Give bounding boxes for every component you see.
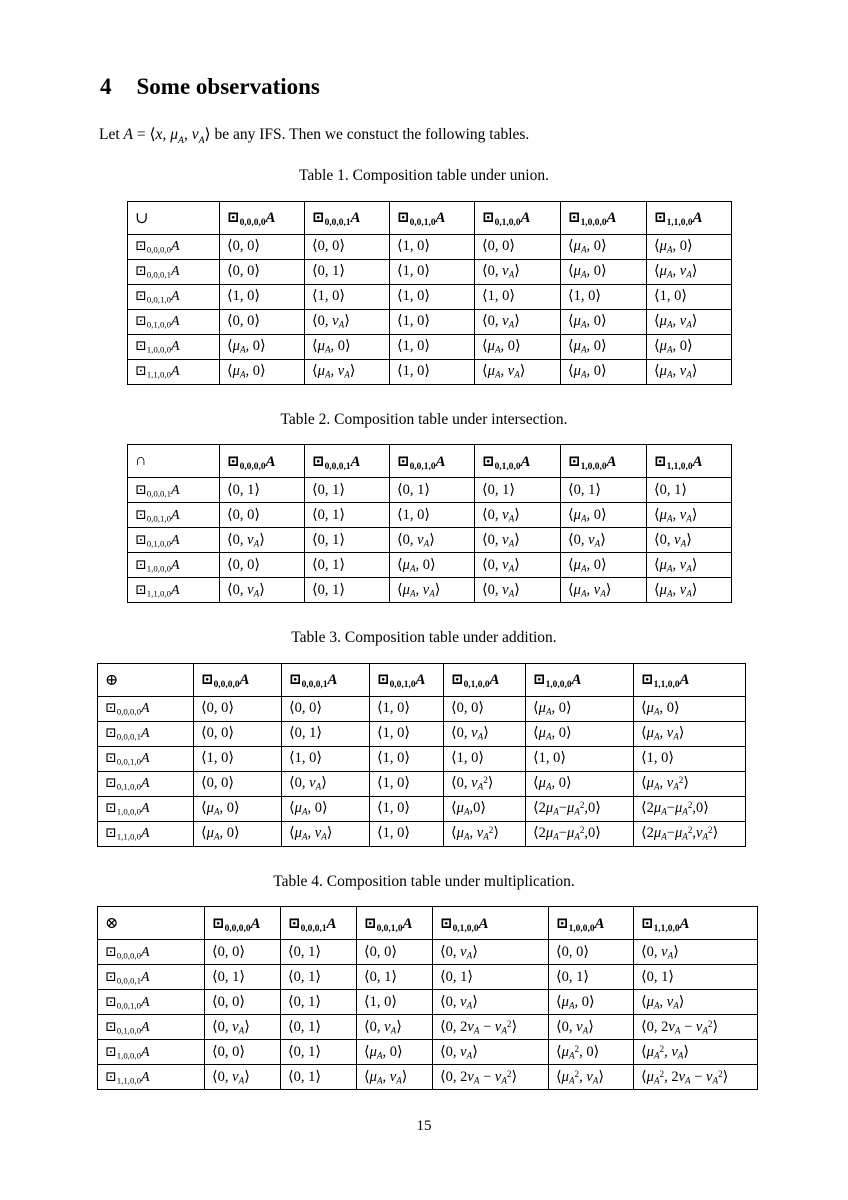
table-cell: ⟨0, 0⟩ xyxy=(357,940,433,965)
table-cell: ⟨0, $\nu_A⟩$ xyxy=(561,528,647,553)
table-cell: ⟨0, $\nu_A^2⟩$ xyxy=(444,771,526,796)
column-header: $⊡_{0,0,0,1}A$ xyxy=(305,201,390,234)
table-row xyxy=(98,821,746,846)
table-cell: $⟨\mu_A$, 0⟩ xyxy=(475,334,561,359)
table-cell: $⟨\mu_A^2$, $2\nu_A$ − $\nu_A^2⟩$ xyxy=(634,1065,758,1090)
table-cell: ⟨0, 1⟩ xyxy=(220,478,305,503)
table-cell: ⟨0, $\nu_A⟩$ xyxy=(475,259,561,284)
column-header: $⊡_{1,1,0,0}A$ xyxy=(634,663,746,696)
table-cell: $⟨\mu_A$, $\nu_A⟩$ xyxy=(647,503,732,528)
table-cell: $⟨\mu_A$, $\nu_A^2⟩$ xyxy=(444,821,526,846)
table-cell: ⟨0, $\nu_A⟩$ xyxy=(220,528,305,553)
table-cell: ⟨1, 0⟩ xyxy=(220,284,305,309)
table-cell: ⟨0, 1⟩ xyxy=(305,503,390,528)
table-cell: $⟨\mu_A$, $\nu_A⟩$ xyxy=(634,990,758,1015)
table-cell: $⟨\mu_A$, 0⟩ xyxy=(561,503,647,528)
row-header: $⊡_{0,0,1,0}A$ xyxy=(98,746,194,771)
table-cell: ⟨0, $\nu_A⟩$ xyxy=(390,528,475,553)
column-header: $⊡_{0,0,1,0}A$ xyxy=(370,663,444,696)
row-header: $⊡_{1,1,0,0}A$ xyxy=(128,359,220,384)
header-row xyxy=(128,445,732,478)
tables-section xyxy=(0,167,848,1090)
operator-symbol: ⊗ xyxy=(98,907,205,940)
table-cell: $⟨\mu_A$, 0⟩ xyxy=(305,334,390,359)
column-header: $⊡_{0,0,0,1}A$ xyxy=(305,445,390,478)
row-header: $⊡_{0,1,0,0}A$ xyxy=(128,309,220,334)
table-cell: ⟨0, 1⟩ xyxy=(281,1015,357,1040)
column-header: $⊡_{0,0,1,0}A$ xyxy=(357,907,433,940)
table-cell: ⟨0, 0⟩ xyxy=(220,553,305,578)
table-cell: $⟨\mu_A^2$, 0⟩ xyxy=(549,1040,634,1065)
table-cell: ⟨1, 0⟩ xyxy=(647,284,732,309)
column-header: $⊡_{0,0,0,1}A$ xyxy=(282,663,370,696)
table-cell: $⟨\mu_A$, $\nu_A⟩$ xyxy=(647,259,732,284)
table-cell: ⟨0, 1⟩ xyxy=(305,259,390,284)
table-row xyxy=(128,528,732,553)
row-header: $⊡_{1,0,0,0}A$ xyxy=(98,1040,205,1065)
row-header: $⊡_{1,0,0,0}A$ xyxy=(128,553,220,578)
column-header: $⊡_{0,0,0,1}A$ xyxy=(281,907,357,940)
table-row xyxy=(128,359,732,384)
table-cell: ⟨1, 0⟩ xyxy=(390,284,475,309)
table-cell: ⟨0, 0⟩ xyxy=(205,990,281,1015)
table-row xyxy=(98,965,758,990)
table-cell: ⟨1, 0⟩ xyxy=(370,696,444,721)
table-cell: $⟨\mu_A$, $\nu_A⟩$ xyxy=(647,553,732,578)
row-header: $⊡_{0,0,0,0}A$ xyxy=(128,234,220,259)
table-cell: ⟨0, $\nu_A⟩$ xyxy=(475,578,561,603)
table-cell: $⟨\mu_A$, $\nu_A⟩$ xyxy=(305,359,390,384)
table-cell: $⟨\mu_A$, $\nu_A⟩$ xyxy=(634,721,746,746)
table-cell: $⟨\mu_A$, 0⟩ xyxy=(194,821,282,846)
column-header: $⊡_{1,0,0,0}A$ xyxy=(561,445,647,478)
column-header: $⊡_{0,0,0,0}A$ xyxy=(220,445,305,478)
table-cell: ⟨1, 0⟩ xyxy=(390,309,475,334)
composition-table-2 xyxy=(127,444,732,603)
table-cell: ⟨1, 0⟩ xyxy=(390,234,475,259)
row-header: $⊡_{0,1,0,0}A$ xyxy=(98,771,194,796)
table-cell: ⟨0, 1⟩ xyxy=(305,578,390,603)
table-cell: ⟨1, 0⟩ xyxy=(370,746,444,771)
table-cell: ⟨0, $\nu_A⟩$ xyxy=(475,503,561,528)
table-cell: $⟨\mu_A$, $\nu_A⟩$ xyxy=(647,309,732,334)
table-cell: $⟨2\mu_A-\mu_A^2,0⟩$ xyxy=(526,821,634,846)
table-cell: $⟨\mu_A$, $\nu_A⟩$ xyxy=(647,359,732,384)
table-cell: ⟨0, $\nu_A⟩$ xyxy=(205,1015,281,1040)
table-cell: ⟨0, 0⟩ xyxy=(282,696,370,721)
table-cell: ⟨1, 0⟩ xyxy=(561,284,647,309)
table-cell: $⟨\mu_A$, 0⟩ xyxy=(561,259,647,284)
intro-math-expression: A = ⟨x, $\mu_A$, $\nu_A⟩$ xyxy=(123,126,211,147)
table-cell: $⟨\mu_A$, 0⟩ xyxy=(526,696,634,721)
table-cell: $⟨\mu_A$, 0⟩ xyxy=(220,359,305,384)
table-cell: ⟨0, $\nu_A⟩$ xyxy=(433,990,549,1015)
row-header: $⊡_{0,0,1,0}A$ xyxy=(128,503,220,528)
section-title: Some observations xyxy=(136,74,320,99)
table-cell: ⟨0, 1⟩ xyxy=(357,965,433,990)
row-header: $⊡_{0,0,0,1}A$ xyxy=(98,965,205,990)
table-cell: ⟨0, 1⟩ xyxy=(305,553,390,578)
table-row xyxy=(128,503,732,528)
column-header: $⊡_{0,0,0,0}A$ xyxy=(194,663,282,696)
table-cell: ⟨0, $\nu_A⟩$ xyxy=(549,1015,634,1040)
table-row xyxy=(128,284,732,309)
row-header: $⊡_{1,0,0,0}A$ xyxy=(128,334,220,359)
row-header: $⊡_{1,1,0,0}A$ xyxy=(98,821,194,846)
table-cell: ⟨0, 0⟩ xyxy=(220,309,305,334)
column-header: $⊡_{1,1,0,0}A$ xyxy=(634,907,758,940)
table-cell: $⟨\mu_A$, 0⟩ xyxy=(561,359,647,384)
table-cell: $⟨2\mu_A-\mu_A^2,\nu_A^2⟩$ xyxy=(634,821,746,846)
row-header: $⊡_{1,1,0,0}A$ xyxy=(128,578,220,603)
table-cell: $⟨\mu_A$, $\nu_A⟩$ xyxy=(390,578,475,603)
table-cell: ⟨1, 0⟩ xyxy=(475,284,561,309)
table-row xyxy=(128,553,732,578)
table-cell: ⟨0, 0⟩ xyxy=(220,503,305,528)
table-cell: $⟨\mu_A$, 0⟩ xyxy=(561,234,647,259)
table-cell: ⟨0, $\nu_A⟩$ xyxy=(305,309,390,334)
column-header: $⊡_{0,0,1,0}A$ xyxy=(390,445,475,478)
table-cell: $⟨\mu_A$, 0⟩ xyxy=(194,796,282,821)
table-row xyxy=(98,1065,758,1090)
table-cell: ⟨0, $2\nu_A$ − $\nu_A^2⟩$ xyxy=(634,1015,758,1040)
table-cell: ⟨0, $\nu_A⟩$ xyxy=(205,1065,281,1090)
table-cell: ⟨1, 0⟩ xyxy=(305,284,390,309)
section-number: 4 xyxy=(100,74,112,99)
table-cell: $⟨\mu_A$, 0⟩ xyxy=(561,334,647,359)
table-caption: Table 2. Composition table under intersection. xyxy=(280,410,568,428)
table-cell: ⟨1, 0⟩ xyxy=(390,359,475,384)
table-cell: ⟨0, 1⟩ xyxy=(281,965,357,990)
table-cell: ⟨0, 1⟩ xyxy=(390,478,475,503)
table-cell: ⟨0, $\nu_A⟩$ xyxy=(647,528,732,553)
intro-paragraph xyxy=(99,126,848,145)
table-cell: $⟨\mu_A$, 0⟩ xyxy=(526,771,634,796)
table-cell: ⟨0, $\nu_A⟩$ xyxy=(475,553,561,578)
table-cell: ⟨0, 1⟩ xyxy=(549,965,634,990)
table-cell: $⟨\mu_A$, $\nu_A⟩$ xyxy=(475,359,561,384)
header-row xyxy=(98,907,758,940)
table-cell: $⟨2\mu_A-\mu_A^2,0⟩$ xyxy=(634,796,746,821)
table-cell: ⟨0, $\nu_A⟩$ xyxy=(475,528,561,553)
table-cell: ⟨0, 1⟩ xyxy=(647,478,732,503)
table-cell: ⟨0, $\nu_A⟩$ xyxy=(475,309,561,334)
table-cell: $⟨\mu_A,0⟩$ xyxy=(444,796,526,821)
operator-symbol: ⊕ xyxy=(98,663,194,696)
table-row xyxy=(128,334,732,359)
table-row xyxy=(98,796,746,821)
table-cell: ⟨1, 0⟩ xyxy=(390,503,475,528)
row-header: $⊡_{0,1,0,0}A$ xyxy=(98,1015,205,1040)
table-row xyxy=(98,990,758,1015)
table-cell: ⟨0, $\nu_A⟩$ xyxy=(220,578,305,603)
table-cell: ⟨0, 1⟩ xyxy=(433,965,549,990)
column-header: $⊡_{0,0,0,0}A$ xyxy=(220,201,305,234)
table-row xyxy=(98,696,746,721)
row-header: $⊡_{0,0,1,0}A$ xyxy=(98,990,205,1015)
table-cell: ⟨0, 1⟩ xyxy=(205,965,281,990)
table-cell: ⟨1, 0⟩ xyxy=(526,746,634,771)
table-row xyxy=(98,721,746,746)
table-cell: $⟨\mu_A^2$, $\nu_A⟩$ xyxy=(634,1040,758,1065)
table-cell: $⟨\mu_A$, 0⟩ xyxy=(634,696,746,721)
table-cell: $⟨\mu_A$, 0⟩ xyxy=(647,334,732,359)
table-cell: ⟨0, 0⟩ xyxy=(220,259,305,284)
table-cell: ⟨1, 0⟩ xyxy=(444,746,526,771)
operator-symbol: ∩ xyxy=(128,445,220,478)
table-cell: ⟨0, 1⟩ xyxy=(281,940,357,965)
table-cell: ⟨0, 0⟩ xyxy=(444,696,526,721)
table-cell: ⟨0, $\nu_A⟩$ xyxy=(433,940,549,965)
table-cell: ⟨1, 0⟩ xyxy=(390,334,475,359)
table-cell: $⟨\mu_A$, $\nu_A⟩$ xyxy=(282,821,370,846)
table-cell: ⟨0, 1⟩ xyxy=(281,990,357,1015)
column-header: $⊡_{1,1,0,0}A$ xyxy=(647,445,732,478)
row-header: $⊡_{0,0,1,0}A$ xyxy=(128,284,220,309)
row-header: $⊡_{0,0,0,0}A$ xyxy=(98,696,194,721)
table-row xyxy=(98,940,758,965)
table-cell: ⟨0, $\nu_A⟩$ xyxy=(282,771,370,796)
table-cell: ⟨0, 1⟩ xyxy=(561,478,647,503)
table-cell: ⟨0, 0⟩ xyxy=(194,721,282,746)
table-cell: ⟨1, 0⟩ xyxy=(370,821,444,846)
table-cell: ⟨0, $\nu_A⟩$ xyxy=(433,1040,549,1065)
column-header: $⊡_{1,1,0,0}A$ xyxy=(647,201,732,234)
table-cell: $⟨\mu_A$, $\nu_A⟩$ xyxy=(561,578,647,603)
table-cell: ⟨1, 0⟩ xyxy=(357,990,433,1015)
table-cell: ⟨0, 1⟩ xyxy=(281,1065,357,1090)
table-row xyxy=(128,478,732,503)
table-cell: $⟨\mu_A$, 0⟩ xyxy=(220,334,305,359)
column-header: $⊡_{0,1,0,0}A$ xyxy=(475,445,561,478)
table-cell: ⟨0, 0⟩ xyxy=(205,940,281,965)
table-cell: ⟨0, 1⟩ xyxy=(305,478,390,503)
table-cell: ⟨0, 1⟩ xyxy=(282,721,370,746)
table-cell: ⟨1, 0⟩ xyxy=(370,771,444,796)
section-heading xyxy=(100,74,848,100)
table-caption: Table 3. Composition table under addition. xyxy=(291,629,557,647)
table-cell: $⟨\mu_A$, $\nu_A^2⟩$ xyxy=(634,771,746,796)
table-cell: ⟨0, 0⟩ xyxy=(205,1040,281,1065)
row-header: $⊡_{1,1,0,0}A$ xyxy=(98,1065,205,1090)
table-cell: $⟨\mu_A$, 0⟩ xyxy=(561,309,647,334)
row-header: $⊡_{1,0,0,0}A$ xyxy=(98,796,194,821)
table-caption: Table 1. Composition table under union. xyxy=(299,167,549,185)
table-cell: ⟨1, 0⟩ xyxy=(282,746,370,771)
column-header: $⊡_{0,1,0,0}A$ xyxy=(475,201,561,234)
table-cell: $⟨\mu_A$, 0⟩ xyxy=(526,721,634,746)
row-header: $⊡_{0,0,0,0}A$ xyxy=(98,940,205,965)
table-cell: ⟨0, 1⟩ xyxy=(475,478,561,503)
table-cell: ⟨0, 0⟩ xyxy=(549,940,634,965)
table-caption: Table 4. Composition table under multiplication. xyxy=(273,872,575,890)
column-header: $⊡_{0,0,1,0}A$ xyxy=(390,201,475,234)
table-cell: ⟨1, 0⟩ xyxy=(370,796,444,821)
table-row xyxy=(98,746,746,771)
page-number: 15 xyxy=(416,1118,432,1135)
column-header: $⊡_{0,0,0,0}A$ xyxy=(205,907,281,940)
table-cell: ⟨0, 0⟩ xyxy=(475,234,561,259)
table-row xyxy=(128,578,732,603)
table-row xyxy=(98,771,746,796)
table-cell: $⟨\mu_A$, 0⟩ xyxy=(549,990,634,1015)
table-cell: $⟨\mu_A^2$, $\nu_A⟩$ xyxy=(549,1065,634,1090)
row-header: $⊡_{0,0,0,1}A$ xyxy=(128,478,220,503)
table-cell: $⟨\mu_A$, 0⟩ xyxy=(647,234,732,259)
row-header: $⊡_{0,0,0,1}A$ xyxy=(128,259,220,284)
composition-table-4 xyxy=(97,906,758,1090)
table-row xyxy=(128,309,732,334)
header-row xyxy=(98,663,746,696)
table-cell: ⟨0, 0⟩ xyxy=(194,771,282,796)
column-header: $⊡_{1,0,0,0}A$ xyxy=(549,907,634,940)
column-header: $⊡_{1,0,0,0}A$ xyxy=(526,663,634,696)
row-header: $⊡_{0,1,0,0}A$ xyxy=(128,528,220,553)
intro-text-prefix: Let xyxy=(99,126,124,144)
table-cell: $⟨\mu_A$, 0⟩ xyxy=(561,553,647,578)
table-cell: ⟨1, 0⟩ xyxy=(370,721,444,746)
table-cell: ⟨0, 1⟩ xyxy=(281,1040,357,1065)
table-cell: ⟨0, 0⟩ xyxy=(220,234,305,259)
table-cell: ⟨0, $2\nu_A$ − $\nu_A^2⟩$ xyxy=(433,1065,549,1090)
table-cell: ⟨0, 0⟩ xyxy=(194,696,282,721)
table-cell: $⟨\mu_A$, 0⟩ xyxy=(357,1040,433,1065)
table-cell: ⟨1, 0⟩ xyxy=(634,746,746,771)
table-row xyxy=(128,234,732,259)
table-cell: $⟨\mu_A$, $\nu_A⟩$ xyxy=(647,578,732,603)
table-cell: ⟨1, 0⟩ xyxy=(390,259,475,284)
table-cell: $⟨\mu_A$, $\nu_A⟩$ xyxy=(357,1065,433,1090)
table-cell: ⟨0, $2\nu_A$ − $\nu_A^2⟩$ xyxy=(433,1015,549,1040)
table-row xyxy=(98,1040,758,1065)
column-header: $⊡_{1,0,0,0}A$ xyxy=(561,201,647,234)
column-header: $⊡_{0,1,0,0}A$ xyxy=(433,907,549,940)
table-cell: ⟨0, 1⟩ xyxy=(634,965,758,990)
composition-table-3 xyxy=(97,663,746,847)
composition-table-1 xyxy=(127,201,732,385)
table-cell: ⟨0, $\nu_A⟩$ xyxy=(634,940,758,965)
table-row xyxy=(128,259,732,284)
table-cell: $⟨\mu_A$, 0⟩ xyxy=(282,796,370,821)
table-cell: ⟨0, 1⟩ xyxy=(305,528,390,553)
column-header: $⊡_{0,1,0,0}A$ xyxy=(444,663,526,696)
row-header: $⊡_{0,0,0,1}A$ xyxy=(98,721,194,746)
intro-text-suffix: be any IFS. Then we constuct the following tables. xyxy=(210,126,530,144)
table-cell: ⟨0, $\nu_A⟩$ xyxy=(357,1015,433,1040)
table-cell: $⟨2\mu_A-\mu_A^2,0⟩$ xyxy=(526,796,634,821)
table-cell: ⟨0, 0⟩ xyxy=(305,234,390,259)
header-row xyxy=(128,201,732,234)
table-cell: $⟨\mu_A$, 0⟩ xyxy=(390,553,475,578)
table-cell: ⟨0, $\nu_A⟩$ xyxy=(444,721,526,746)
table-row xyxy=(98,1015,758,1040)
operator-symbol: ∪ xyxy=(128,201,220,234)
table-cell: ⟨1, 0⟩ xyxy=(194,746,282,771)
